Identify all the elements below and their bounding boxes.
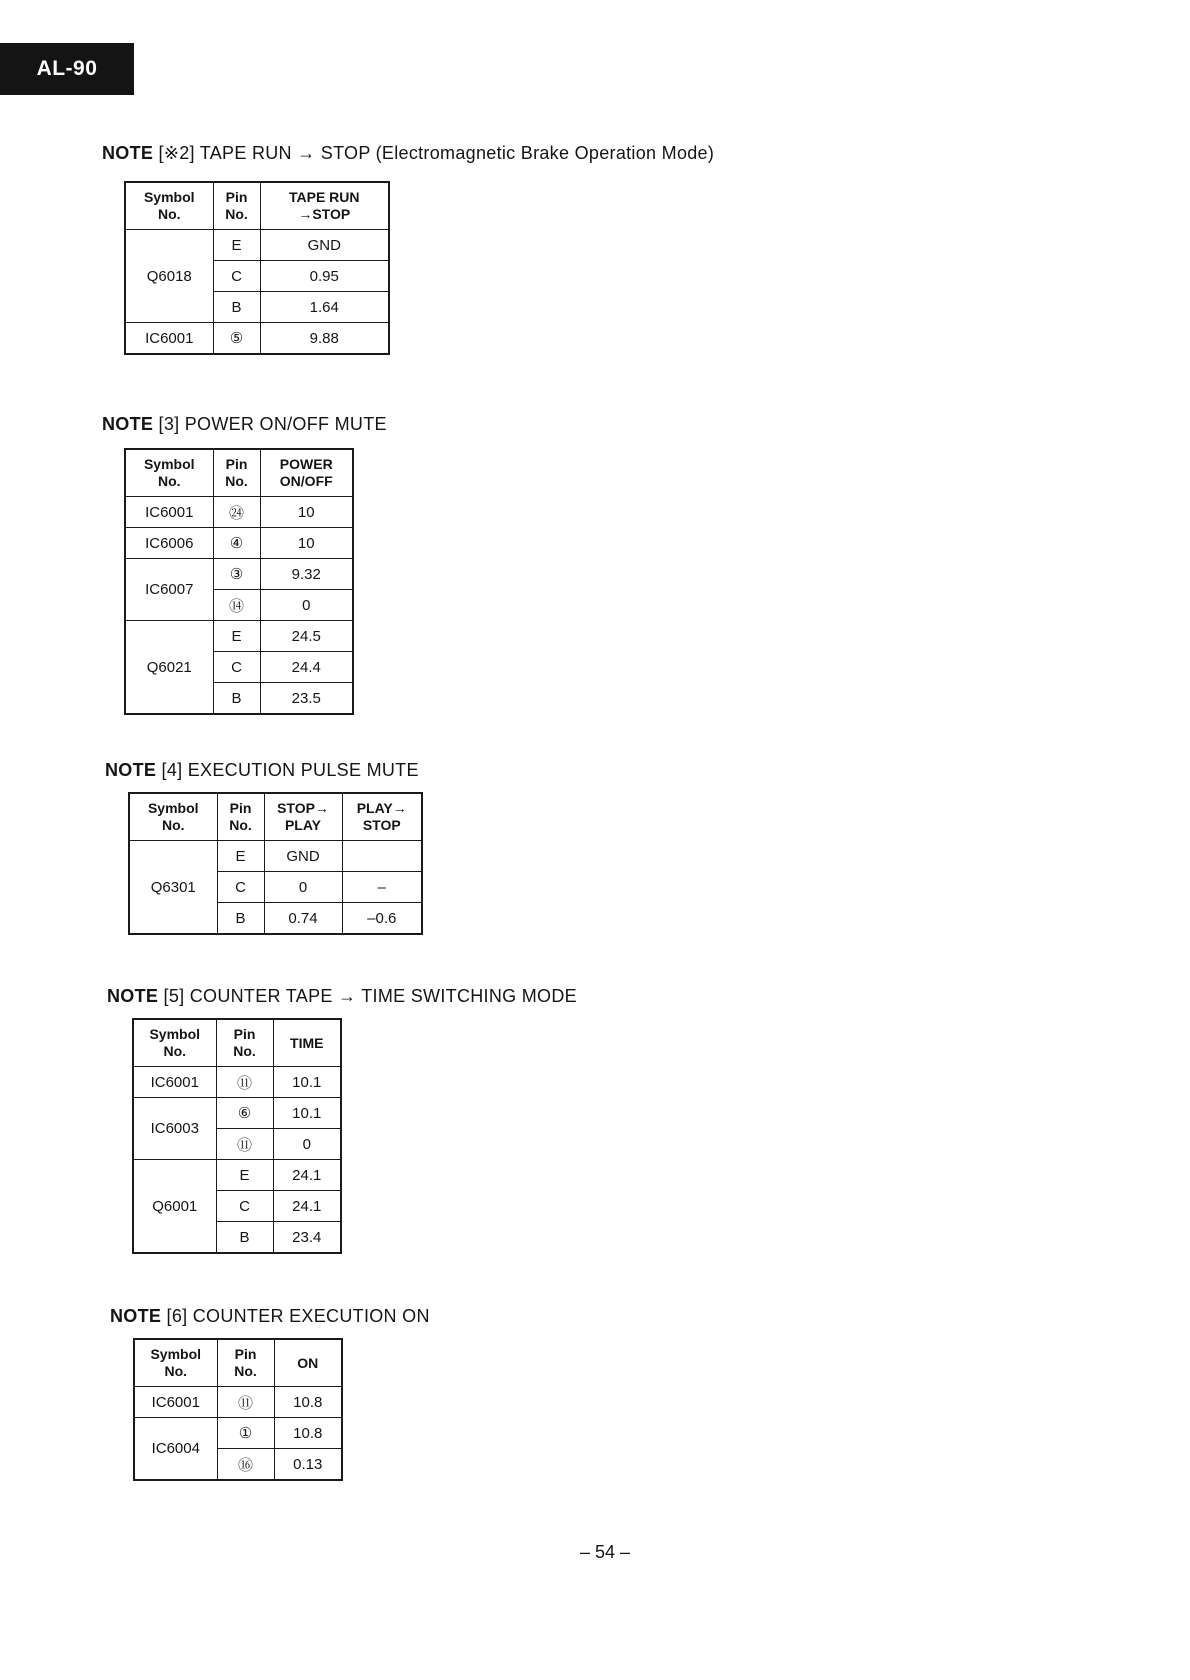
- voltage-table-tape-run-stop: [124, 181, 390, 355]
- page-number: – 54 –: [580, 1542, 631, 1562]
- table-row: [134, 1387, 342, 1418]
- pin-cell: B: [217, 903, 264, 935]
- value-cell: GND: [264, 841, 342, 872]
- table-header-row: [125, 182, 389, 230]
- value-cell: 10.8: [274, 1387, 342, 1418]
- value-cell: –0.6: [342, 903, 422, 935]
- pin-cell: C: [217, 872, 264, 903]
- symbol-cell: Q6018: [125, 230, 213, 323]
- pin-cell: ⑤: [213, 323, 260, 355]
- table-row: [133, 1098, 341, 1129]
- value-cell: 24.4: [260, 652, 353, 683]
- table-row: [125, 323, 389, 355]
- symbol-cell: IC6007: [125, 559, 213, 621]
- value-cell: 1.64: [260, 292, 389, 323]
- table-header-row: [125, 449, 353, 497]
- pin-cell: C: [216, 1191, 273, 1222]
- note-title: [6] COUNTER EXECUTION ON: [166, 1306, 430, 1326]
- header-stop-play: STOP→ PLAY: [264, 793, 342, 841]
- value-cell: 0: [273, 1129, 341, 1160]
- header-symbol-no: Symbol No.: [133, 1019, 216, 1067]
- value-cell: 0.95: [260, 261, 389, 292]
- pin-cell: ④: [213, 528, 260, 559]
- note-3-heading: [102, 414, 387, 435]
- symbol-cell: Q6001: [133, 1160, 216, 1254]
- table-row: [125, 497, 353, 528]
- value-cell: GND: [260, 230, 389, 261]
- header-tape-run-stop: TAPE RUN →STOP: [260, 182, 389, 230]
- header-power-on-off: POWER ON/OFF: [260, 449, 353, 497]
- table-row: [125, 559, 353, 590]
- value-cell: 24.1: [273, 1160, 341, 1191]
- pin-cell: ⑪: [216, 1067, 273, 1098]
- table-row: [134, 1418, 342, 1449]
- pin-cell: C: [213, 261, 260, 292]
- pin-cell: C: [213, 652, 260, 683]
- symbol-cell: IC6001: [125, 497, 213, 528]
- value-cell: 0.74: [264, 903, 342, 935]
- table-header-row: [134, 1339, 342, 1387]
- header-symbol-no: Symbol No.: [125, 182, 213, 230]
- value-cell: 0: [260, 590, 353, 621]
- note-4-heading: [105, 760, 419, 781]
- value-cell: 23.4: [273, 1222, 341, 1254]
- table-header-row: [133, 1019, 341, 1067]
- table-row: [133, 1160, 341, 1191]
- symbol-cell: IC6001: [125, 323, 213, 355]
- value-cell: 10: [260, 528, 353, 559]
- pin-cell: ⑪: [216, 1129, 273, 1160]
- header-symbol-no: Symbol No.: [134, 1339, 217, 1387]
- pin-cell: ㉔: [213, 497, 260, 528]
- header-pin-no: Pin No.: [217, 793, 264, 841]
- value-cell: 10.8: [274, 1418, 342, 1449]
- note-title: [5] COUNTER TAPE → TIME SWITCHING MODE: [163, 986, 577, 1006]
- header-on: ON: [274, 1339, 342, 1387]
- note-title: [4] EXECUTION PULSE MUTE: [161, 760, 419, 780]
- table-header-row: [129, 793, 422, 841]
- symbol-cell: IC6003: [133, 1098, 216, 1160]
- note-label: NOTE: [105, 760, 157, 780]
- pin-cell: E: [213, 621, 260, 652]
- pin-cell: B: [216, 1222, 273, 1254]
- pin-cell: B: [213, 292, 260, 323]
- header-symbol-no: Symbol No.: [125, 449, 213, 497]
- pin-cell: ③: [213, 559, 260, 590]
- value-cell: 9.32: [260, 559, 353, 590]
- note-title: [3] POWER ON/OFF MUTE: [158, 414, 387, 434]
- table-row: [133, 1067, 341, 1098]
- value-cell: 24.5: [260, 621, 353, 652]
- table-row: [125, 528, 353, 559]
- value-cell: 23.5: [260, 683, 353, 715]
- note-label: NOTE: [107, 986, 159, 1006]
- symbol-cell: IC6001: [134, 1387, 217, 1418]
- value-cell: 9.88: [260, 323, 389, 355]
- voltage-table-counter-execution: [133, 1338, 343, 1481]
- pin-cell: ⑭: [213, 590, 260, 621]
- symbol-cell: Q6301: [129, 841, 217, 935]
- pin-cell: E: [216, 1160, 273, 1191]
- pin-cell: B: [213, 683, 260, 715]
- symbol-cell: IC6001: [133, 1067, 216, 1098]
- value-cell: 0.13: [274, 1449, 342, 1481]
- header-symbol-no: Symbol No.: [129, 793, 217, 841]
- note-label: NOTE: [102, 143, 154, 163]
- note-title: [※2] TAPE RUN → STOP (Electromagnetic Brake Operation Mode): [158, 143, 715, 163]
- header-pin-no: Pin No.: [217, 1339, 274, 1387]
- header-pin-no: Pin No.: [216, 1019, 273, 1067]
- symbol-cell: Q6021: [125, 621, 213, 715]
- note-2-heading: [102, 143, 714, 164]
- pin-cell: ①: [217, 1418, 274, 1449]
- header-play-stop: PLAY→ STOP: [342, 793, 422, 841]
- value-cell: 10.1: [273, 1098, 341, 1129]
- note-label: NOTE: [102, 414, 154, 434]
- value-cell: 10.1: [273, 1067, 341, 1098]
- table-row: [125, 621, 353, 652]
- pin-cell: E: [217, 841, 264, 872]
- pin-cell: E: [213, 230, 260, 261]
- pin-cell: ⑯: [217, 1449, 274, 1481]
- value-cell: 24.1: [273, 1191, 341, 1222]
- header-pin-no: Pin No.: [213, 449, 260, 497]
- header-pin-no: Pin No.: [213, 182, 260, 230]
- voltage-table-power-mute: [124, 448, 354, 715]
- table-row: [125, 230, 389, 261]
- voltage-table-execution-pulse: [128, 792, 423, 935]
- model-tag: AL-90: [0, 43, 134, 95]
- pin-cell: ⑪: [217, 1387, 274, 1418]
- header-time: TIME: [273, 1019, 341, 1067]
- note-label: NOTE: [110, 1306, 162, 1326]
- value-cell: –: [342, 872, 422, 903]
- value-cell: [342, 841, 422, 872]
- note-6-heading: [110, 1306, 430, 1327]
- value-cell: 10: [260, 497, 353, 528]
- note-5-heading: [107, 986, 577, 1007]
- value-cell: 0: [264, 872, 342, 903]
- pin-cell: ⑥: [216, 1098, 273, 1129]
- symbol-cell: IC6006: [125, 528, 213, 559]
- symbol-cell: IC6004: [134, 1418, 217, 1481]
- table-row: [129, 841, 422, 872]
- voltage-table-counter-time: [132, 1018, 342, 1254]
